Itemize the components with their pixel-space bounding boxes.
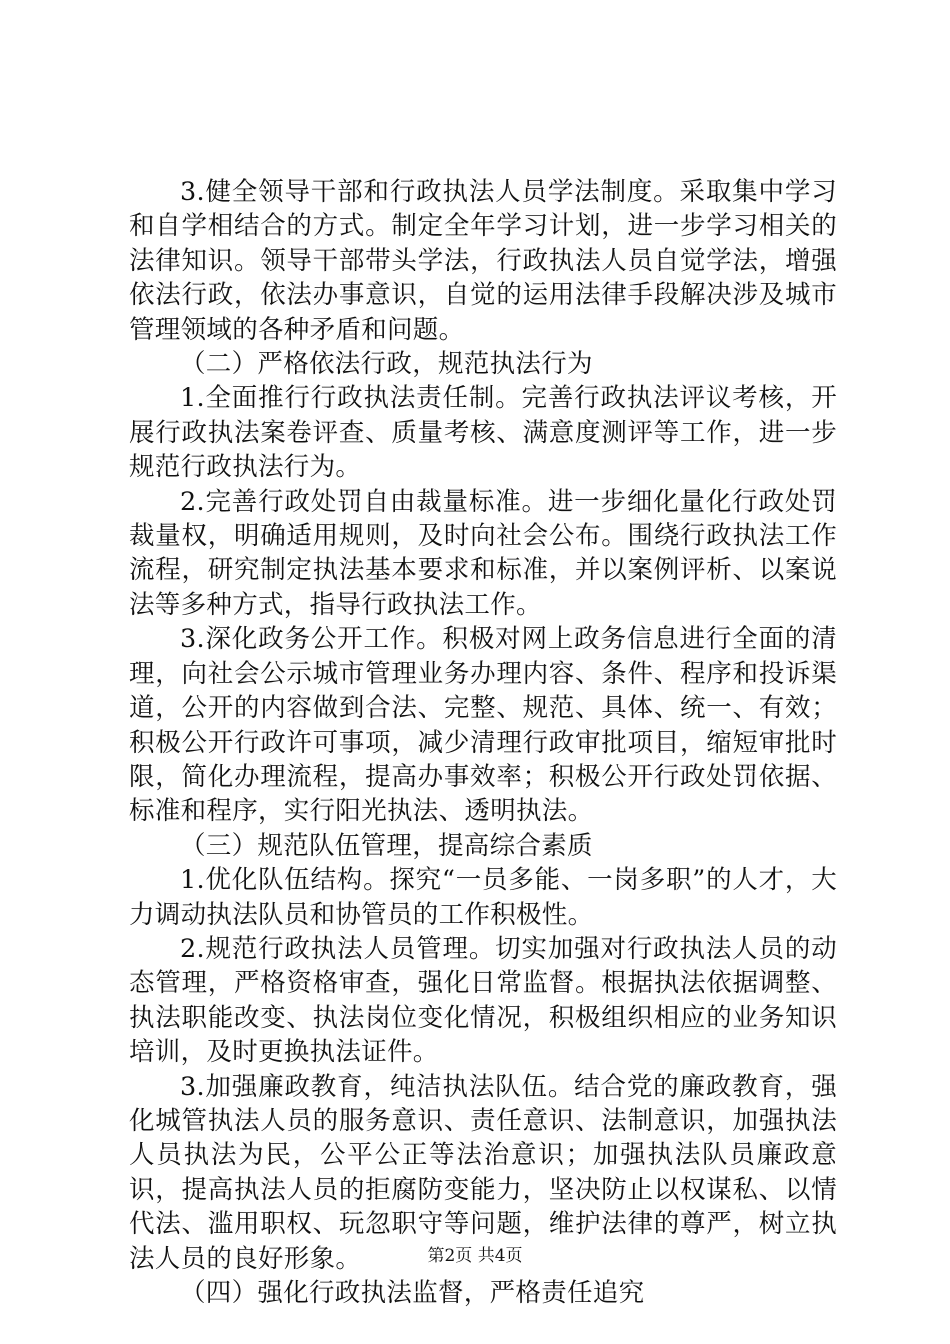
paragraph-integrity-education: 3.加强廉政教育，纯洁执法队伍。结合党的廉政教育，强化城管执法人员的服务意识、责任意识、法制意识，加强执法人员执法为民，公平公正等法治意识；加强执法队员廉政意识，提高执法人员的拒腐防变能力，坚决防止以权谋私、以情代法、滥用职权、玩忽职守等问题，维护法律的尊严，树立执法人员的良好形象。: [129, 1071, 837, 1274]
paragraph-penalty-discretion: 2.完善行政处罚自由裁量标准。进一步细化量化行政处罚裁量权，明确适用规则，及时向社会公布。围绕行政执法工作流程，研究制定执法基本要求和标准，并以案例评析、以案说法等多种方式，指导行政执法工作。: [129, 486, 837, 620]
section-heading-2: （二）严格依法行政，规范执法行为: [180, 349, 593, 380]
page-number-footer: 第2页 共4页: [427, 1246, 523, 1266]
section-heading-3: （三）规范队伍管理，提高综合素质: [180, 830, 593, 861]
paragraph-open-government: 3.深化政务公开工作。积极对网上政务信息进行全面的清理，向社会公示城市管理业务办理内容、条件、程序和投诉渠道，公开的内容做到合法、完整、规范、具体、统一、有效；积极公开行政许可事项，减少清理行政审批项目，缩短审批时限，简化办理流程，提高办事效率；积极公开行政处罚依据、标准和程序，实行阳光执法、透明执法。: [129, 624, 837, 827]
paragraph-learning-system: 3.健全领导干部和行政执法人员学法制度。采取集中学习和自学相结合的方式。制定全年学习计划，进一步学习相关的法律知识。领导干部带头学法，行政执法人员自觉学法，增强依法行政，依法办事意识，自觉的运用法律手段解决涉及城市管理领域的各种矛盾和问题。: [129, 177, 837, 345]
section-heading-4: （四）强化行政执法监督，严格责任追究: [180, 1278, 645, 1308]
paragraph-responsibility-system: 1.全面推行行政执法责任制。完善行政执法评议考核，开展行政执法案卷评查、质量考核、满意度测评等工作，进一步规范行政执法行为。: [129, 383, 837, 483]
paragraph-team-structure: 1.优化队伍结构。探究“一员多能、一岗多职”的人才，大力调动执法队员和协管员的工作积极性。: [129, 865, 837, 930]
document-body: [129, 175, 837, 1310]
paragraph-personnel-management: 2.规范行政执法人员管理。切实加强对行政执法人员的动态管理，严格资格审查，强化日常监督。根据执法依据调整、执法职能改变、执法岗位变化情况，积极组织相应的业务知识培训，及时更换执法证件。: [129, 933, 837, 1068]
